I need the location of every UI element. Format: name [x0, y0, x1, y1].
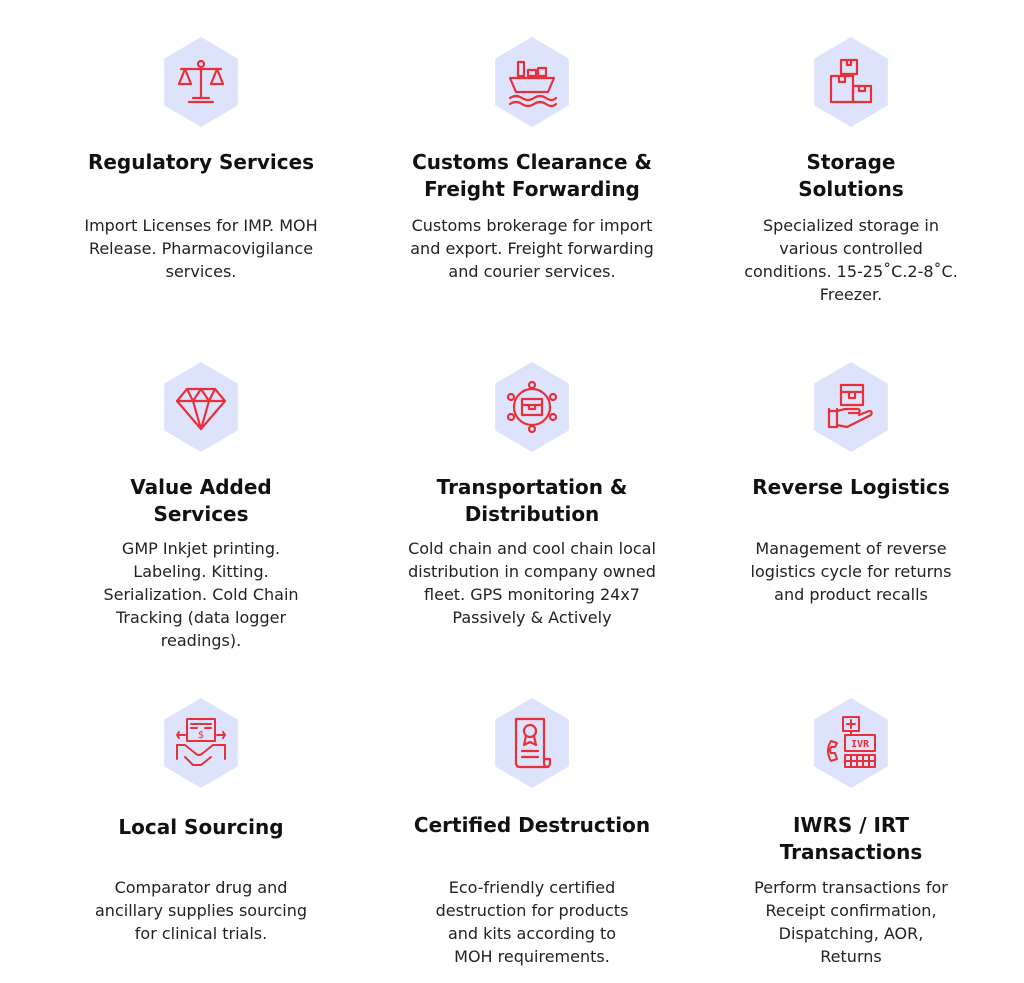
service-desc: Specialized storage in: [762, 216, 940, 235]
service-desc: Customs brokerage for import: [411, 216, 653, 235]
service-desc: GMP Inkjet printing.: [121, 539, 281, 558]
service-desc: for clinical trials.: [134, 924, 268, 943]
handshake-contract-icon: [173, 715, 229, 771]
service-desc: Release. Pharmacovigilance: [88, 239, 314, 258]
service-title: Storage: [806, 150, 896, 174]
service-title: Certified Destruction: [413, 813, 651, 837]
icon-badge: [811, 362, 891, 452]
boxes-icon: [823, 54, 879, 110]
service-title: Transportation &: [436, 475, 628, 499]
service-desc: destruction for products: [435, 901, 629, 920]
service-title: Transactions: [779, 840, 923, 864]
network-box-icon: [504, 379, 560, 435]
service-desc: ancillary supplies sourcing: [95, 901, 307, 920]
service-title: Customs Clearance &: [412, 150, 652, 174]
service-desc: Receipt confirmation,: [765, 901, 937, 920]
service-desc: distribution in company owned: [408, 562, 656, 581]
ivr-phone-icon: [823, 715, 879, 771]
icon-badge: [492, 362, 572, 452]
service-desc: Passively & Actively: [452, 608, 612, 627]
cargo-ship-icon: [504, 54, 560, 110]
service-desc: Cold chain and cool chain local: [408, 539, 656, 558]
svg-text:$: $: [197, 730, 205, 741]
service-title: Value Added: [130, 475, 272, 499]
service-desc: Serialization. Cold Chain: [103, 585, 299, 604]
service-desc: logistics cycle for returns: [750, 562, 952, 581]
service-desc: Comparator drug and: [114, 878, 288, 897]
service-desc: Management of reverse: [755, 539, 947, 558]
service-title: Distribution: [464, 502, 600, 526]
service-desc: and product recalls: [774, 585, 928, 604]
service-desc: fleet. GPS monitoring 24x7: [424, 585, 640, 604]
service-desc: Perform transactions for: [754, 878, 948, 897]
icon-badge: [161, 362, 241, 452]
icon-badge: [492, 37, 572, 127]
service-desc: Labeling. Kitting.: [133, 562, 269, 581]
service-desc: Dispatching, AOR,: [778, 924, 924, 943]
icon-badge: [492, 698, 572, 788]
service-title: Reverse Logistics: [752, 475, 950, 499]
diamond-icon: [173, 379, 229, 435]
service-desc: and kits according to: [447, 924, 617, 943]
service-desc: conditions. 15-25˚C.2-8˚C.: [744, 262, 958, 281]
service-desc: Import Licenses for IMP. MOH: [84, 216, 318, 235]
service-title: Solutions: [798, 177, 904, 201]
service-desc: readings).: [160, 631, 242, 650]
scales-icon: [173, 54, 229, 110]
service-desc: services.: [165, 262, 237, 281]
service-title: Regulatory Services: [87, 150, 315, 174]
icon-badge: [811, 698, 891, 788]
service-desc: various controlled: [779, 239, 923, 258]
icon-badge: [811, 37, 891, 127]
service-desc: Returns: [820, 947, 882, 966]
service-desc: and export. Freight forwarding: [410, 239, 654, 258]
hand-box-icon: [823, 379, 879, 435]
service-title: IWRS / IRT: [792, 813, 910, 837]
certificate-icon: [504, 715, 560, 771]
icon-badge: [161, 37, 241, 127]
service-desc: Eco-friendly certified: [448, 878, 616, 897]
svg-text:IVR: IVR: [850, 739, 870, 750]
service-title: Services: [153, 502, 249, 526]
icon-badge: [161, 698, 241, 788]
service-title: Freight Forwarding: [424, 177, 640, 201]
service-title: Local Sourcing: [118, 815, 284, 839]
service-desc: and courier services.: [448, 262, 616, 281]
service-desc: Freezer.: [819, 285, 883, 304]
service-desc: MOH requirements.: [454, 947, 610, 966]
service-desc: Tracking (data logger: [115, 608, 287, 627]
